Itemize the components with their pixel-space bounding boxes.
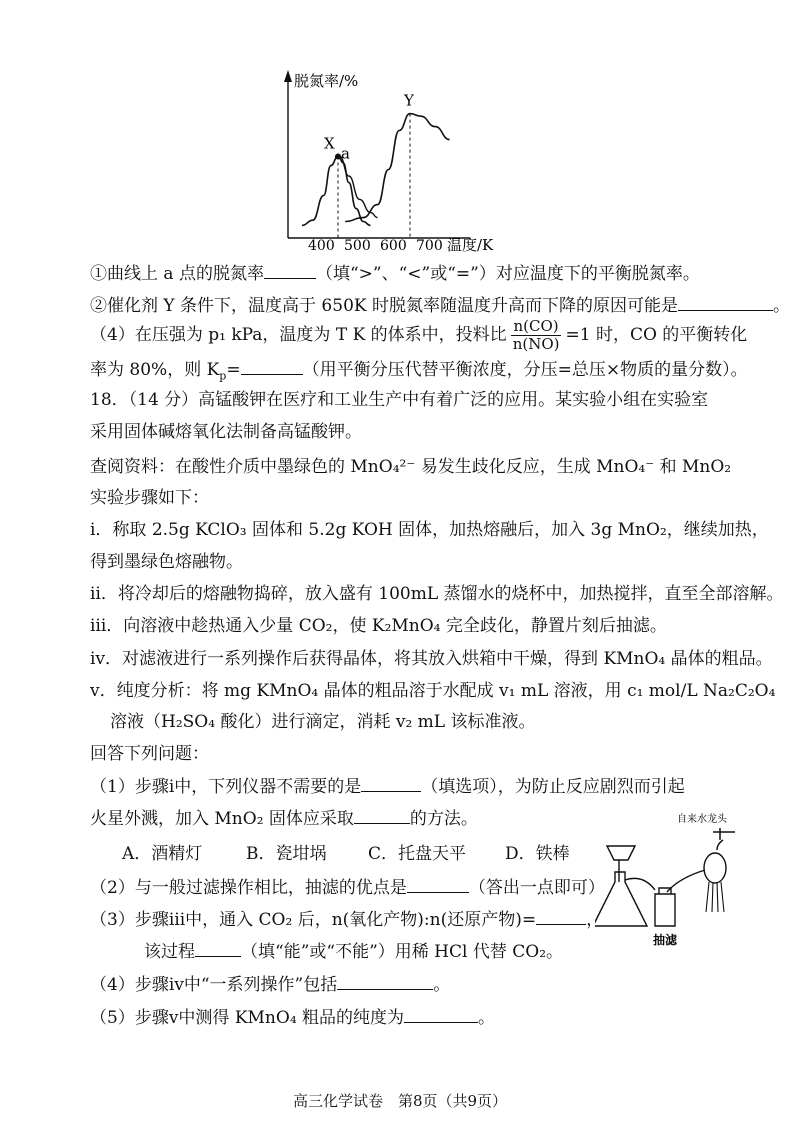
connecting-tube <box>625 870 705 892</box>
q18-5: （5）步骤ⅴ中测得 KMnO₄ 粗品的纯度为 。 <box>90 1008 496 1028</box>
answer-blank[interactable] <box>195 940 241 957</box>
q17-4-line2: 率为 80%，则 $K_p=$ （用平衡分压代替平衡浓度，分压=总压×物质的量分数）。 <box>90 360 748 383</box>
q18-3-line2: 该过程 （填“能”或“不能”）用稀 HCl 代替 CO₂。 <box>144 942 564 962</box>
step-1-a: ⅰ．称取 2.5g KClO₃ 固体和 5.2g KOH 固体，加热熔融后，加入 3g MnO₂，继续加热， <box>90 520 769 540</box>
step-4: ⅳ．对滤液进行一系列操作后获得晶体，将其放入烘箱中干燥，得到 KMnO₄ 晶体的粗品。 <box>90 649 773 669</box>
page-footer: 高三化学试卷 第8页（共9页） <box>292 1092 508 1110</box>
curve-catalyst-x <box>302 157 370 226</box>
q18-4: （4）步骤ⅳ中“一系列操作”包括 。 <box>90 975 451 995</box>
buchner-funnel-icon <box>607 846 635 882</box>
step-5-b: 溶液（H₂SO₄ 酸化）进行滴定，消耗 v₂ mL 该标准液。 <box>110 712 536 732</box>
answer-blank[interactable] <box>337 973 433 990</box>
step-5-a: ⅴ．纯度分析：将 mg KMnO₄ 晶体的粗品溶于水配成 v₁ mL 溶液，用 c₁ mol/L Na₂C₂O₄ <box>90 681 776 701</box>
q18-intro-1: 18．（14 分）高锰酸钾在医疗和工业生产中有着广泛的应用。某实验小组在实验室 <box>90 390 709 410</box>
water-tap-icon <box>713 828 735 850</box>
answer-blank[interactable] <box>264 262 316 279</box>
answer-blank[interactable] <box>407 876 469 893</box>
curve-catalyst-y <box>345 114 449 222</box>
option-a: A．酒精灯 <box>122 844 203 864</box>
q18-2: （2）与一般过滤操作相比，抽滤的优点是 （答出一点即可） <box>90 878 605 898</box>
q17-part2: ②催化剂 Y 条件下，温度高于 650K 时脱氮率随温度升高而下降的原因可能是 。 <box>90 296 790 316</box>
point-a-label: a <box>341 144 350 163</box>
step-1-b: 得到墨绿色熔融物。 <box>90 552 243 572</box>
denitrification-chart <box>0 0 800 270</box>
filter-flask-icon <box>595 872 647 926</box>
x-tick-label: 400 <box>308 238 335 254</box>
step-2: ⅱ．将冷却后的熔融物捣碎，放入盛有 100mL 蒸馏水的烧杯中，加热搅拌，直至全部溶解。 <box>90 584 784 604</box>
q18-info: 查阅资料：在酸性介质中墨绿色的 MnO₄²⁻ 易发生歧化反应，生成 MnO₄⁻ 和 MnO₂ <box>90 457 732 477</box>
tap-label: 自来水龙头 <box>677 814 727 825</box>
y-axis-label: 脱氮率/% <box>294 72 359 90</box>
y-axis-arrow <box>284 70 292 82</box>
point-y-label: Y <box>404 91 414 110</box>
q17-4-line1: （4）在压强为 p₁ kPa，温度为 T K 的体系中，投料比 $\frac{n(CO)}{n(NO)}$ =1 时，CO 的平衡转化 <box>90 317 748 353</box>
x-tick-label: 600 <box>380 238 407 254</box>
step-3: ⅲ．向溶液中趁热通入少量 CO₂，使 K₂MnO₄ 完全歧化，静置片刻后抽滤。 <box>90 616 667 636</box>
answer-blank[interactable] <box>536 908 586 925</box>
q17-part1: ①曲线上 a 点的脱氮率 （填“>”、“<”或“=”）对应温度下的平衡脱氮率。 <box>90 264 700 284</box>
q18-1-line2: 火星外溅，加入 MnO₂ 固体应采取 的方法。 <box>90 809 478 829</box>
x-axis-label: 温度/K <box>447 236 494 254</box>
q18-3-line1: （3）步骤ⅲ中，通入 CO₂ 后，n(氧化产物):n(还原产物)= ， <box>90 910 604 930</box>
answer-blank[interactable] <box>241 358 303 375</box>
x-tick-label: 500 <box>344 238 371 254</box>
safety-bottle-icon <box>655 888 675 926</box>
option-d: D．铁棒 <box>505 844 570 864</box>
suction-filtration-apparatus <box>595 810 765 950</box>
q18-1-line1: （1）步骤ⅰ中，下列仪器不需要的是 （填选项），为防止反应剧烈而引起 <box>90 777 685 797</box>
q18-steps-title: 实验步骤如下： <box>90 488 209 508</box>
apparatus-caption: 抽滤 <box>653 933 678 947</box>
answer-blank[interactable] <box>404 1006 478 1023</box>
x-tick-label: 700 <box>416 238 443 254</box>
option-c: C．托盘天平 <box>368 844 467 864</box>
option-b: B．瓷坩埚 <box>246 844 327 864</box>
answer-blank[interactable] <box>678 294 773 311</box>
answer-heading: 回答下列问题： <box>90 744 209 764</box>
q18-intro-2: 采用固体碱熔氧化法制备高锰酸钾。 <box>90 422 362 442</box>
ratio-fraction: $\frac{n(CO)}{n(NO)}$ <box>512 317 560 353</box>
aspirator-outlet <box>706 882 724 912</box>
answer-blank[interactable] <box>361 775 421 792</box>
aspirator-bulb <box>704 853 726 883</box>
point-x-label: X <box>324 134 335 153</box>
answer-blank[interactable] <box>354 807 410 824</box>
